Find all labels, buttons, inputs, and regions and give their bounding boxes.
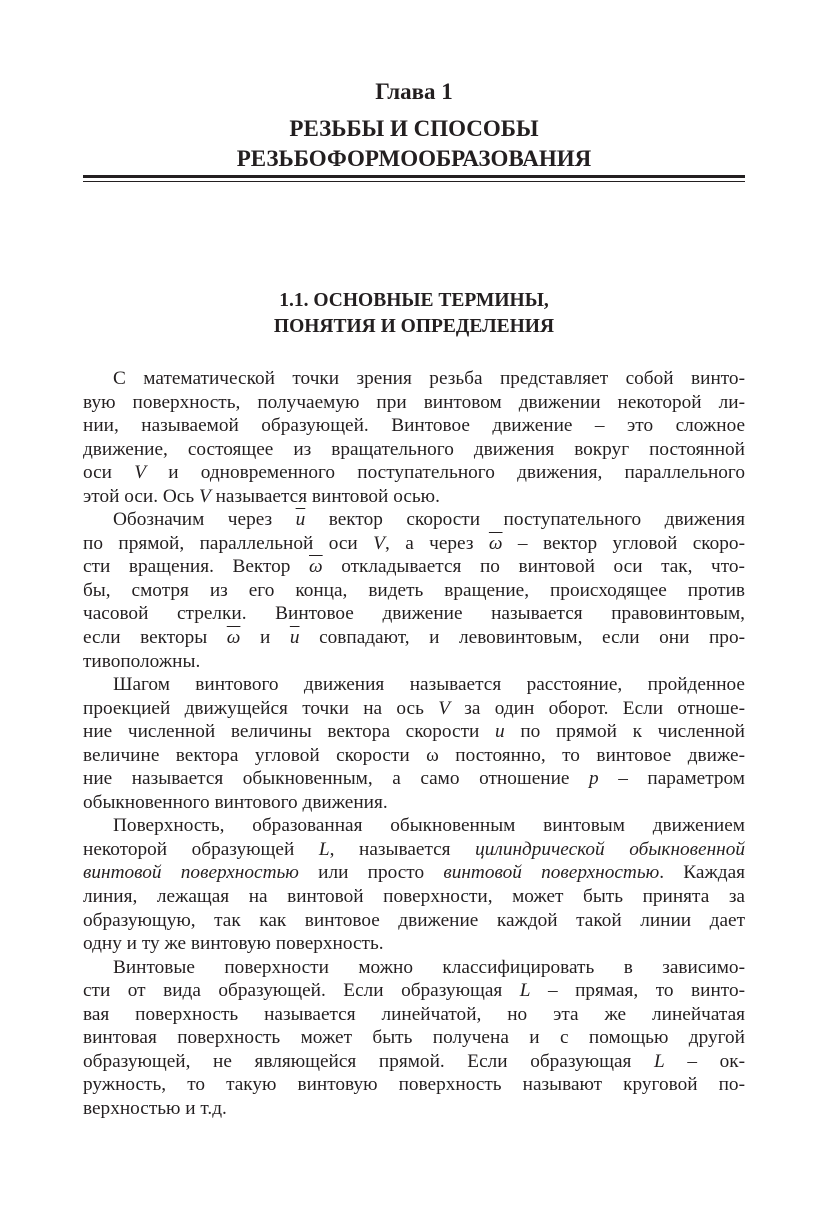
section-title — [83, 288, 745, 340]
text-line: оси V и одновременного поступательного движения, параллельного — [83, 462, 745, 484]
text-line: этой оси. Ось V называется винтовой осью. — [83, 485, 440, 507]
paragraph — [83, 673, 745, 814]
chapter-title-line: РЕЗЬБОФОРМООБРАЗОВАНИЯ — [236, 146, 592, 171]
text-line: ние называется обыкновенным, а само отношение p – параметром — [83, 768, 745, 790]
italic-term: винтовой поверхностью — [443, 862, 660, 884]
text-line: вую поверхность, получаемую при винтовом движении некоторой ли- — [83, 391, 745, 413]
text-line: образующую, так как винтовое движение каждой такой линии дает — [83, 909, 745, 931]
italic-term: V — [198, 485, 211, 507]
text-line: вая поверхность называется линейчатой, но эта же линейчатая — [83, 1003, 745, 1025]
text-line: ружность, то такую винтовую поверхность называют круговой по- — [83, 1074, 745, 1096]
body-text — [83, 367, 745, 1121]
italic-term: p — [589, 768, 599, 790]
italic-term: цилиндрической обыкновенной — [475, 838, 745, 860]
text-line: ние численной величины вектора скорости u по прямой к численной — [83, 721, 746, 743]
text-line: Поверхность, образованная обыкновенным винтовым движением — [113, 815, 745, 837]
chapter-rule-thick — [83, 175, 745, 178]
text-line: нии, называемой образующей. Винтовое движение – это сложное — [83, 415, 745, 437]
vector-symbol: $\overline{\omega}$ — [309, 556, 323, 578]
text-line: по прямой, параллельной оси V, а через $\overline{\omega}$ – вектор угловой скоро- — [83, 532, 745, 554]
chapter-title — [83, 114, 745, 174]
paragraph — [83, 508, 745, 673]
section-title-line: 1.1. ОСНОВНЫЕ ТЕРМИНЫ, — [279, 290, 549, 311]
text-line: С математической точки зрения резьба представляет собой винто- — [113, 368, 745, 389]
text-line: движение, состоящее из вращательного движения вокруг постоянной — [83, 438, 745, 460]
text-line: часовой стрелки. Винтовое движение называется правовинтовым, — [83, 603, 745, 625]
text-line: величине вектора угловой скорости ω постоянно, то винтовое движе- — [83, 744, 745, 766]
text-line: обыкновенного винтового движения. — [83, 791, 388, 813]
chapter-title-line: РЕЗЬБЫ И СПОСОБЫ — [289, 116, 539, 141]
paragraph — [83, 956, 745, 1121]
italic-term: V — [438, 697, 450, 719]
italic-term: V — [134, 462, 146, 484]
text-line: винтовая поверхность может быть получена и с помощью другой — [83, 1027, 745, 1049]
text-line: проекцией движущейся точки на ось V за один оборот. Если отноше- — [83, 697, 745, 719]
section-title-line: ПОНЯТИЯ И ОПРЕДЕЛЕНИЯ — [273, 316, 555, 337]
italic-term: L — [653, 1050, 665, 1072]
paragraph — [83, 814, 745, 955]
italic-term: L — [318, 838, 330, 860]
text-line: Шагом винтового движения называется расстояние, пройденное — [113, 674, 745, 696]
text-line: Винтовые поверхности можно классифицировать в зависимо- — [113, 956, 745, 978]
vector-symbol: $\overline{u}$ — [295, 509, 306, 531]
text-line: образующей, не являющейся прямой. Если образующая L – ок- — [83, 1050, 745, 1072]
text-line: сти вращения. Вектор $\overline{\omega}$ откладывается по винтовой оси так, что- — [83, 556, 745, 578]
text-line: одну и ту же винтовую поверхность. — [83, 933, 384, 955]
text-line: винтовой поверхностью или просто винтовой поверхностью. Каждая — [83, 862, 746, 884]
vector-symbol: $\overline{u}$ — [289, 627, 300, 649]
text-line: тивоположны. — [83, 650, 201, 672]
italic-term: V — [373, 532, 385, 554]
text-line: сти от вида образующей. Если образующая L – прямая, то винто- — [83, 980, 746, 1002]
chapter-rule-thin — [83, 181, 745, 182]
italic-term: L — [519, 980, 531, 1002]
italic-term: винтовой поверхностью — [83, 862, 299, 884]
text-line: верхностью и т.д. — [83, 1097, 227, 1119]
vector-symbol: $\overline{\omega}$ — [488, 532, 503, 554]
chapter-label: Глава 1 — [375, 79, 453, 104]
text-line: линия, лежащая на винтовой поверхности, может быть принята за — [83, 886, 745, 908]
text-line: Обозначим через $\overline{u}$ вектор скорости поступательного движения — [113, 509, 745, 531]
paragraph — [83, 367, 745, 508]
text-line: некоторой образующей L, называется цилиндрической обыкновенной — [83, 838, 745, 860]
text-line: если векторы $\overline{\omega}$ и $\overline{u}$ совпадают, и левовинтовым, если они про- — [83, 627, 746, 649]
text-line: бы, смотря из его конца, видеть вращение, происходящее против — [83, 579, 745, 601]
italic-term: u — [495, 721, 505, 743]
vector-symbol: $\overline{\omega}$ — [226, 627, 241, 649]
